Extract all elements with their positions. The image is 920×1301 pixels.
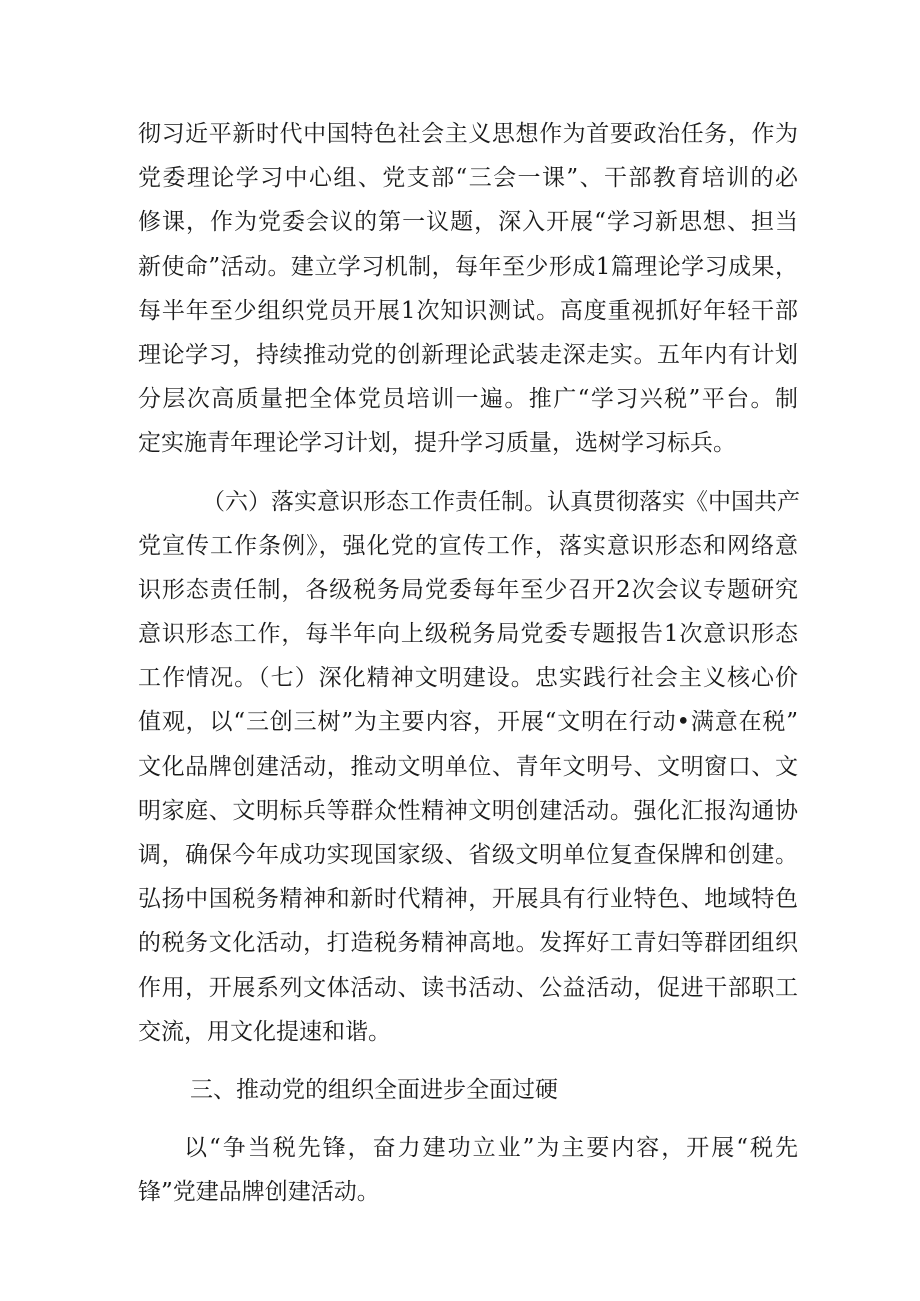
- text-line: 每半年至少组织党员开展1次知识测试。高度重视抓好年轻干部: [138, 297, 798, 324]
- paragraph-ideology-responsibility: [138, 480, 798, 1054]
- text-line: 明家庭、文明标兵等群众性精神文明创建活动。强化汇报沟通协: [138, 797, 798, 824]
- text-line: 分层次高质量把全体党员培训一遍。推广“学习兴税”平台。制: [138, 386, 798, 413]
- text-line: 锋”党建品牌创建活动。: [138, 1179, 380, 1206]
- text-line: 调，确保今年成功实现国家级、省级文明单位复查保牌和创建。: [138, 842, 798, 868]
- text-line: 工作情况。（七）深化精神文明建设。忠实践行社会主义核心价: [138, 665, 798, 692]
- text-line: 定实施青年理论学习计划，提升学习质量，选树学习标兵。: [138, 430, 736, 457]
- paragraph-study-theory: [138, 112, 798, 466]
- text-line: 党委理论学习中心组、党支部“三会一课”、干部教育培训的必: [138, 165, 798, 192]
- text-line: 新使命”活动。建立学习机制，每年至少形成1篇理论学习成果，: [138, 253, 798, 280]
- text-line: 修课，作为党委会议的第一议题，深入开展“学习新思想、担当: [138, 209, 798, 236]
- text-line: 弘扬中国税务精神和新时代精神，开展具有行业特色、地域特色: [138, 886, 798, 913]
- section-heading: [138, 1068, 798, 1112]
- text-line: 值观，以“三创三树”为主要内容，开展“文明在行动•满意在税”: [138, 709, 798, 736]
- text-line: 文化品牌创建活动，推动文明单位、青年文明号、文明窗口、文: [138, 753, 798, 780]
- text-line: 以“争当税先锋，奋力建功立业”为主要内容，开展“税先: [184, 1135, 798, 1162]
- document-body: [138, 112, 798, 1215]
- text-line: 党宣传工作条例》，强化党的宣传工作，落实意识形态和网络意: [138, 532, 798, 559]
- text-line: 意识形态工作，每半年向上级税务局党委专题报告1次意识形态: [138, 621, 798, 648]
- text-line: 的税务文化活动，打造税务精神高地。发挥好工青妇等群团组织: [138, 930, 798, 957]
- heading-text: 三、推动党的组织全面进步全面过硬: [190, 1076, 558, 1103]
- text-line: 理论学习，持续推动党的创新理论武装走深走实。五年内有计划: [138, 341, 798, 368]
- text-line: （六）落实意识形态工作责任制。认真贯彻落实《中国共产: [202, 488, 800, 515]
- text-line: 作用，开展系列文体活动、读书活动、公益活动，促进干部职工: [138, 974, 798, 1001]
- text-line: 交流，用文化提速和谐。: [138, 1018, 391, 1045]
- text-line: 彻习近平新时代中国特色社会主义思想作为首要政治任务，作为: [138, 121, 798, 147]
- text-line: 识形态责任制，各级税务局党委每年至少召开2次会议专题研究: [138, 576, 798, 603]
- paragraph-pioneer-brand: [138, 1126, 798, 1214]
